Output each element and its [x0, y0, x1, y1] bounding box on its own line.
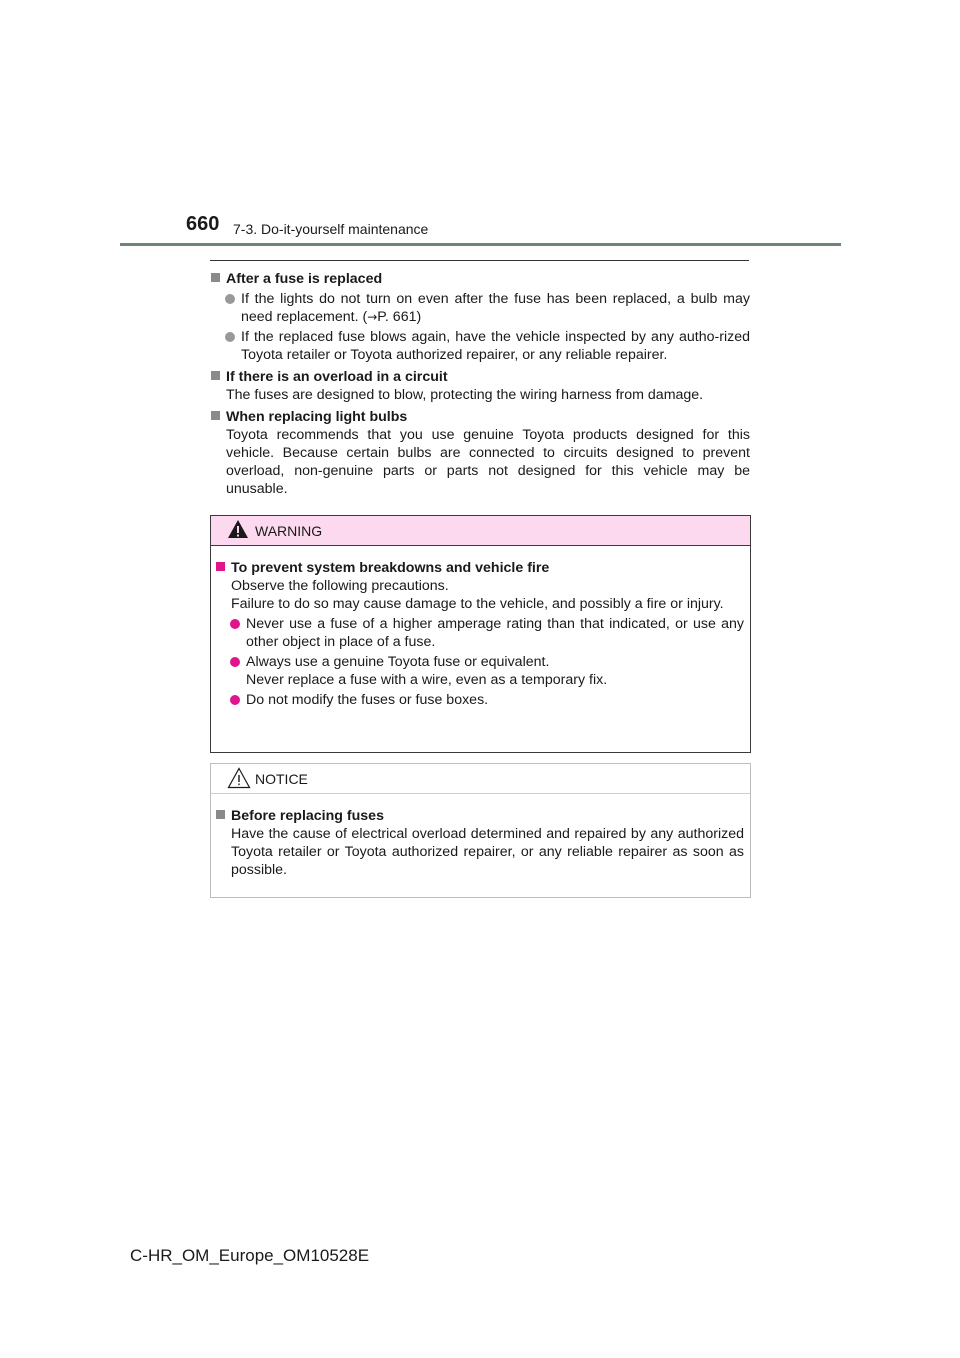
bullet-text: Never replace a fuse with a wire, even as a temporary fix. — [246, 672, 608, 688]
bullet-text: If the lights do not turn on even after the fuse has been replaced, a bulb may need replacement. — [241, 291, 750, 325]
section-heading — [210, 408, 750, 426]
heading-text: If there is an overload in a circuit — [226, 369, 448, 385]
notice-triangle-icon — [227, 767, 251, 789]
page-number: 660 — [186, 213, 220, 235]
list-item — [215, 653, 744, 689]
main-content — [210, 266, 750, 498]
square-bullet-icon — [211, 273, 220, 282]
list-item — [210, 290, 750, 326]
arrow-right-icon: → — [367, 310, 378, 324]
list-item — [215, 691, 744, 709]
page-reference[interactable]: (→P. 661) — [362, 309, 422, 325]
section-heading — [210, 270, 750, 288]
warning-label: WARNING — [255, 523, 323, 539]
paragraph: Toyota recommends that you use genuine Toyota products designed for this vehicle. Because certain bulbs are connected to circuits designed to prevent overload, non-genuine parts or parts not designed for this vehicle may be unusable. — [226, 427, 750, 497]
notice-heading — [215, 807, 744, 825]
content-divider — [210, 260, 749, 261]
warning-box — [210, 515, 751, 753]
bullet-text: Never use a fuse of a higher amperage rating than that indicated, or use any other object in place of a fuse. — [246, 616, 744, 650]
paragraph: Have the cause of electrical overload determined and repaired by any authorized Toyota retailer or Toyota authorized repairer, or any reliable repairer as soon as possible. — [231, 826, 744, 878]
paragraph: Observe the following precautions. — [231, 578, 449, 594]
heading-text: To prevent system breakdowns and vehicle fire — [231, 560, 550, 576]
round-bullet-icon — [230, 619, 240, 629]
bullet-text: If the replaced fuse blows again, have the vehicle inspected by any autho-rized Toyota retailer or Toyota authorized repairer, or any reliable repairer. — [241, 329, 750, 363]
square-bullet-icon — [216, 562, 225, 571]
round-bullet-icon — [225, 332, 235, 342]
header-divider — [120, 243, 841, 246]
warning-heading — [215, 559, 744, 577]
round-bullet-icon — [225, 294, 235, 304]
list-item — [215, 615, 744, 651]
section-title: 7-3. Do-it-yourself maintenance — [233, 221, 429, 237]
square-bullet-icon — [211, 371, 220, 380]
heading-text: After a fuse is replaced — [226, 271, 383, 287]
heading-text: Before replacing fuses — [231, 808, 384, 824]
section-heading — [210, 368, 750, 386]
round-bullet-icon — [230, 695, 240, 705]
round-bullet-icon — [230, 657, 240, 667]
paragraph: The fuses are designed to blow, protecting the wiring harness from damage. — [226, 387, 704, 403]
notice-label: NOTICE — [255, 771, 308, 787]
bullet-text: Always use a genuine Toyota fuse or equivalent. — [246, 654, 550, 670]
warning-header — [211, 516, 750, 546]
bullet-text: Do not modify the fuses or fuse boxes. — [246, 692, 489, 708]
square-bullet-icon — [216, 810, 225, 819]
paragraph: Failure to do so may cause damage to the vehicle, and possibly a fire or injury. — [231, 596, 724, 612]
warning-triangle-icon — [227, 519, 249, 539]
notice-box — [210, 763, 751, 898]
document-code: C-HR_OM_Europe_OM10528E — [130, 1246, 370, 1265]
heading-text: When replacing light bulbs — [226, 409, 408, 425]
square-bullet-icon — [211, 411, 220, 420]
notice-header — [211, 764, 750, 794]
list-item — [210, 328, 750, 364]
